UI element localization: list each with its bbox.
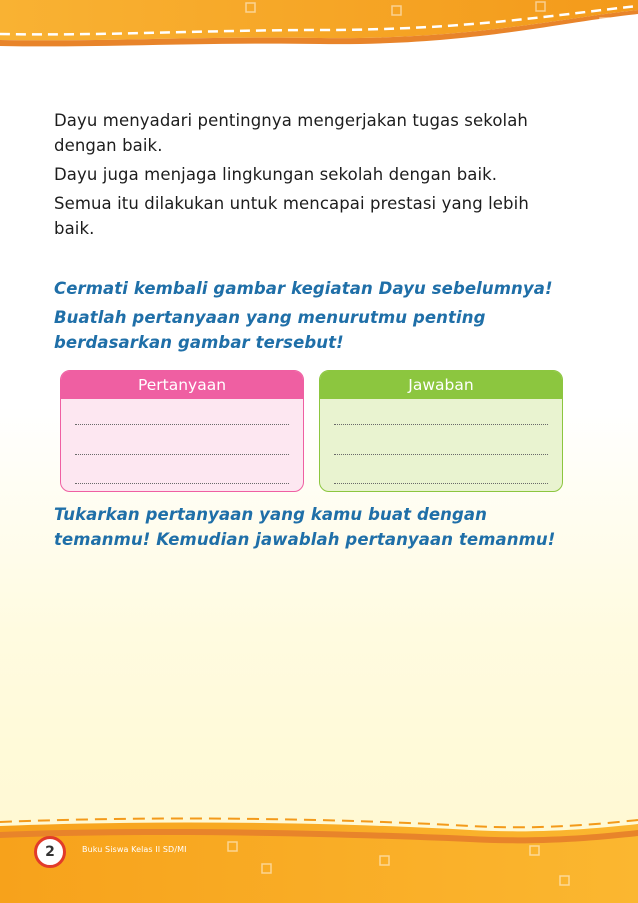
question-answer-line-2[interactable] [75,454,289,455]
answer-line-2[interactable] [334,454,548,455]
footer-book-title: Buku Siswa Kelas II SD/MI [82,845,187,854]
page-number-badge [34,836,66,868]
answer-box [319,370,563,492]
instruction-2: Buatlah pertanyaan yang menurutmu penting berdasarkan gambar tersebut! [54,308,486,352]
paragraph-2: Dayu juga menjaga lingkungan sekolah dengan baik. [54,165,498,184]
narrative-text [54,108,594,245]
question-box-header: Pertanyaan [61,371,303,399]
answer-line-1[interactable] [334,424,548,425]
answer-line-3[interactable] [334,483,548,484]
question-box [60,370,304,492]
question-answer-line-3[interactable] [75,483,289,484]
answer-box-header: Jawaban [320,371,562,399]
paragraph-3: Semua itu dilakukan untuk mencapai prestasi yang lebih baik. [54,194,529,238]
instructions [54,276,594,359]
page-number: 2 [45,844,55,860]
paragraph-1: Dayu menyadari pentingnya mengerjakan tugas sekolah dengan baik. [54,111,528,155]
closing-instruction: Tukarkan pertanyaan yang kamu buat dengan temanmu! Kemudian jawablah pertanyaan temanmu! [54,505,556,549]
closing-instruction-block [54,502,594,556]
instruction-1: Cermati kembali gambar kegiatan Dayu sebelumnya! [54,279,553,298]
top-decorative-band [0,0,638,52]
bottom-decorative-band [0,812,638,903]
question-answer-line-1[interactable] [75,424,289,425]
